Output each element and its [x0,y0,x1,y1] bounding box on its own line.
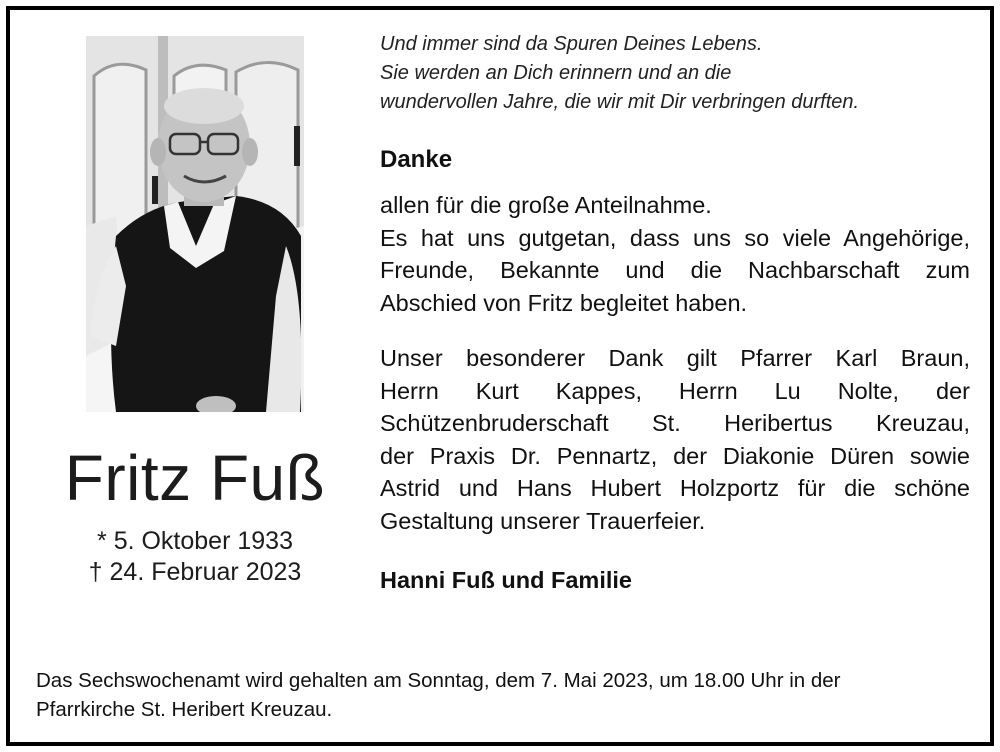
obituary-card [6,6,994,746]
paragraph-line: Schützenbruderschaft St. Heribertus Kreuzau, [380,410,970,436]
thanks-paragraph-1 [380,189,970,319]
birth-date: * 5. Oktober 1933 [97,527,293,555]
paragraph-line: Gestaltung unserer Trauerfeier. [380,507,706,534]
memorial-quote [380,30,970,117]
portrait-photo [86,36,304,412]
notice-line: Pfarrkirche St. Heribert Kreuzau. [36,698,333,721]
thanks-paragraph-2 [380,342,970,537]
death-date: † 24. Februar 2023 [88,558,302,586]
quote-line: Und immer sind da Spuren Deines Lebens. [380,33,763,55]
quote-line: Sie werden an Dich erinnern und an die [380,62,732,84]
deceased-name: Fritz Fuß [64,442,326,514]
thanks-heading: Danke [380,146,453,173]
paragraph-line: Es hat uns gutgetan, dass uns so viele Angehörige, [380,224,970,251]
paragraph-line: Abschied von Fritz begleitet haben. [380,289,748,316]
paragraph-line: Astrid und Hans Hubert Holzportz für die schöne [380,475,970,501]
paragraph-line: Herrn Kurt Kappes, Herrn Lu Nolte, der [380,377,970,404]
notice-line: Das Sechswochenamt wird gehalten am Sonntag, dem 7. Mai 2023, um 18.00 Uhr in der [36,669,841,692]
signature: Hanni Fuß und Familie [380,567,632,593]
service-notice [36,666,976,724]
text-column [380,30,970,596]
paragraph-line: Unser besonderer Dank gilt Pfarrer Karl Braun, [380,345,970,371]
paragraph-line: Freunde, Bekannte und die Nachbarschaft zum [380,257,970,283]
quote-line: wundervollen Jahre, die wir mit Dir verbringen durften. [380,91,860,113]
paragraph-line: der Praxis Dr. Pennartz, der Diakonie Düren sowie [380,442,970,469]
paragraph-line: allen für die große Anteilnahme. [380,192,712,218]
life-dates [50,526,340,588]
